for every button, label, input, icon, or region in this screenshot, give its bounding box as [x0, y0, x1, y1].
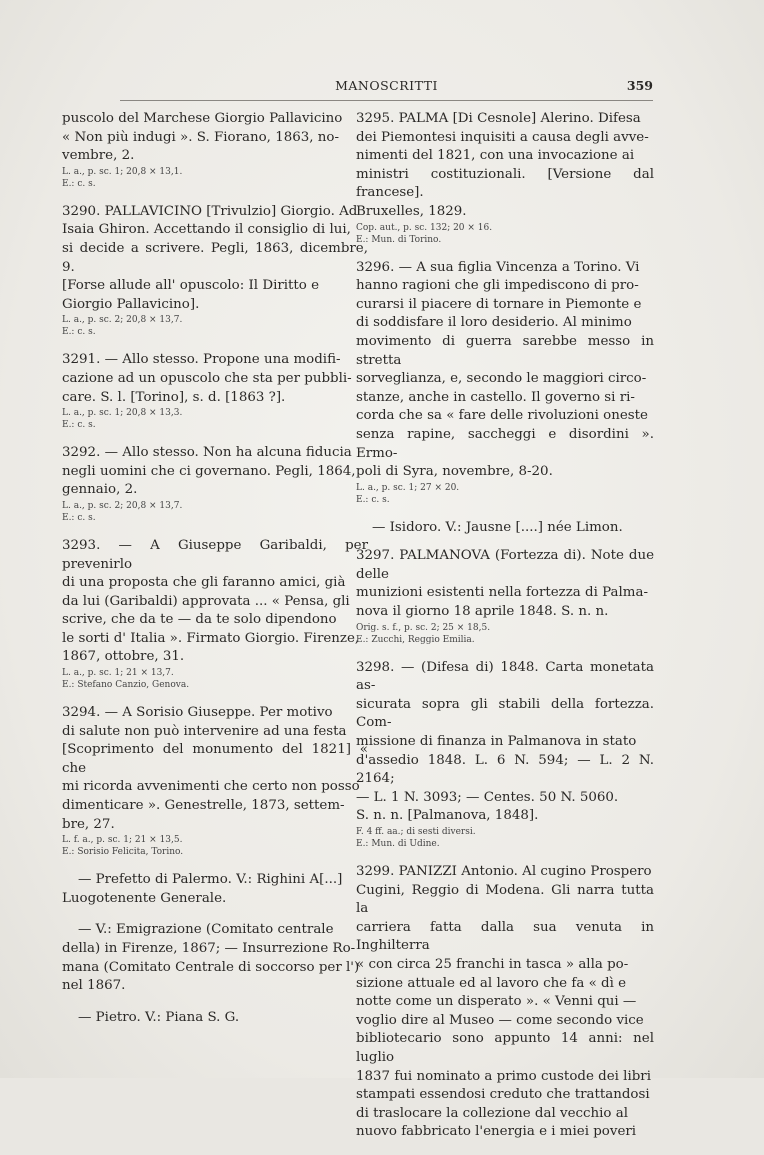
catalog-entry-3292: [62, 444, 368, 524]
entry-line: stanze, anche in castello. Il governo si ri-: [356, 389, 635, 405]
entry-meta: L. a., p. sc. 1; 20,8 × 13,1.: [62, 166, 183, 177]
entry-line: 3291. — Allo stesso. Propone una modifi-: [62, 352, 341, 368]
entry-line: [Scoprimento del monumento del 1821] « che: [62, 742, 368, 776]
entry-line: da lui (Garibaldi) approvata ... « Pensa, gli: [62, 593, 350, 609]
catalog-entry-3296: [356, 259, 654, 506]
catalog-entry-3290: [62, 203, 368, 339]
cross-reference: [62, 921, 368, 995]
entry-meta: L. a., p. sc. 1; 27 × 20.: [356, 482, 460, 493]
entry-line: munizioni esistenti nella fortezza di Palma-: [356, 585, 649, 601]
entry-line: dimenticare ». Genestrelle, 1873, settem-: [62, 798, 345, 814]
entry-line: curarsi il piacere di tornare in Piemonte e: [356, 296, 642, 312]
entry-line: 3295. PALMA [Di Cesnole] Alerino. Difesa: [356, 111, 641, 126]
entry-line: mi ricorda avvenimenti che certo non posso: [62, 779, 360, 795]
entry-meta: Orig. s. f., p. sc. 2; 25 × 18,5.: [356, 622, 491, 633]
entry-meta: L. a., p. sc. 1; 20,8 × 13,3.: [62, 408, 183, 419]
entry-line: 3290. PALLAVICINO [Trivulzio] Giorgio. Ad: [62, 203, 358, 219]
entry-line: carriera fatta dalla sua venuta in Inghilterra: [356, 919, 654, 954]
catalog-entry-cont-3289: [62, 110, 368, 190]
entry-line: puscolo del Marchese Giorgio Pallavicino: [62, 111, 343, 126]
entry-line: nimenti del 1821, con una invocazione ai: [356, 148, 635, 164]
entry-meta: E.: c. s.: [62, 178, 96, 189]
entry-line: negli uomini che ci governano. Pegli, 1864,: [62, 463, 356, 479]
entry-line: sorveglianza, e, secondo le maggiori circo-: [356, 371, 647, 387]
cross-reference-line: — Pietro. V.: Piana S. G.: [78, 1009, 240, 1025]
entry-line: scrive, che da te — da te solo dipendono: [62, 612, 337, 628]
left-column: [62, 110, 368, 1040]
entry-line: di una proposta che gli faranno amici, già: [62, 575, 346, 591]
cross-reference: [62, 1009, 368, 1028]
entry-line: si decide a scrivere. Pegli, 1863, dicembre, 9.: [62, 240, 368, 275]
cross-reference-line: Luogotenente Generale.: [62, 890, 227, 906]
page-header: [120, 78, 653, 101]
catalog-entry-3294: [62, 704, 368, 858]
entry-line: bibliotecario sono appunto 14 anni: nel luglio: [356, 1031, 654, 1065]
entry-line: — L. 1 N. 3093; — Centes. 50 N. 5060.: [356, 789, 619, 805]
entry-line: Cugini, Reggio di Modena. Gli narra tutta la: [356, 882, 654, 917]
entry-line: missione di finanza in Palmanova in stato: [356, 734, 637, 750]
entry-line: Isaia Ghiron. Accettando il consiglio di lui,: [62, 222, 351, 238]
entry-line: nuovo fabbricato l'energia e i miei poveri: [356, 1124, 637, 1140]
entry-line: di salute non può intervenire ad una festa: [62, 723, 347, 739]
entry-line: le sorti d' Italia ». Firmato Giorgio. Firenze,: [62, 630, 360, 646]
catalog-entry-3295: [356, 110, 654, 246]
cross-reference-line: della) in Firenze, 1867; — Insurrezione Ro-: [62, 941, 356, 956]
entry-line: di traslocare la collezione dal vecchio al: [356, 1105, 629, 1121]
entry-line: poli di Syra, novembre, 8-20.: [356, 464, 553, 480]
cross-reference: [62, 871, 368, 908]
entry-meta: E.: c. s.: [62, 327, 96, 338]
entry-line: Bruxelles, 1829.: [356, 203, 467, 219]
catalog-entry-3297: [356, 547, 654, 645]
entry-meta: E.: Stefano Canzio, Genova.: [62, 680, 190, 691]
entry-line: « con circa 25 franchi in tasca » alla po-: [356, 956, 629, 972]
entry-line: 3296. — A sua figlia Vincenza a Torino. Vi: [356, 259, 640, 275]
entry-meta: E.: c. s.: [62, 420, 96, 431]
entry-line: 3292. — Allo stesso. Non ha alcuna fiducia: [62, 445, 352, 461]
entry-meta: L. a., p. sc. 2; 20,8 × 13,7.: [62, 315, 183, 326]
entry-line: 1837 fui nominato a primo custode dei libri: [356, 1068, 651, 1084]
entry-line: hanno ragioni che gli impediscono di pro-: [356, 278, 639, 294]
entry-line: 3299. PANIZZI Antonio. Al cugino Prospero: [356, 864, 652, 879]
entry-line: movimento di guerra sarebbe messo in stretta: [356, 333, 654, 368]
entry-line: sizione attuale ed al lavoro che fa « dì e: [356, 975, 627, 991]
entry-line: Giorgio Pallavicino].: [62, 296, 200, 312]
entry-line: stampati essendosi creduto che trattandosi: [356, 1087, 650, 1103]
entry-line: dei Piemontesi inquisiti a causa degli avve-: [356, 129, 649, 145]
entry-line: 3294. — A Sorisio Giuseppe. Per motivo: [62, 705, 333, 721]
cross-reference-isidoro: — Isidoro. V.: Jausne [....] née Limon.: [372, 519, 623, 535]
entry-line: cazione ad un opuscolo che sta per pubbli-: [62, 370, 352, 386]
entry-line: sicurata sopra gli stabili della fortezza. Com-: [356, 696, 654, 731]
entry-line: voglio dire al Museo — come secondo vice: [356, 1012, 644, 1028]
entry-meta: L. a., p. sc. 2; 20,8 × 13,7.: [62, 500, 183, 511]
entry-meta: E.: Sorisio Felicita, Torino.: [62, 847, 184, 858]
entry-line: 3297. PALMANOVA (Fortezza di). Note due delle: [356, 548, 654, 582]
entry-line: di soddisfare il loro desiderio. Al minimo: [356, 315, 632, 331]
right-column: [356, 110, 654, 1155]
entry-line: « Non più indugi ». S. Fiorano, 1863, no-: [62, 129, 339, 145]
entry-meta: E.: Mun. di Torino.: [356, 234, 442, 245]
entry-line: gennaio, 2.: [62, 482, 138, 498]
catalog-entry-3298: [356, 659, 654, 850]
entry-line: 3293. — A Giuseppe Garibaldi, per prevenirlo: [62, 537, 368, 572]
entry-line: S. n. n. [Palmanova, 1848].: [356, 808, 539, 824]
entry-line: notte come un disperato ». « Venni qui —: [356, 994, 637, 1010]
cross-reference-line: — V.: Emigrazione (Comitato centrale: [78, 922, 334, 938]
entry-meta: L. a., p. sc. 1; 21 × 13,7.: [62, 668, 174, 679]
entry-meta: F. 4 ff. aa.; di sesti diversi.: [356, 827, 476, 837]
entry-meta: E.: c. s.: [62, 512, 96, 523]
entry-line: vembre, 2.: [62, 148, 135, 164]
catalog-entry-3291: [62, 351, 368, 431]
cross-reference-line: mana (Comitato Centrale di soccorso per l'): [62, 959, 360, 975]
entry-line: care. S. l. [Torino], s. d. [1863 ?].: [62, 389, 286, 405]
cross-reference-line: nel 1867.: [62, 978, 126, 994]
entry-line: corda che sa « fare delle rivoluzioni oneste: [356, 408, 648, 424]
entry-meta: E.: Zucchi, Reggio Emilia.: [356, 634, 475, 645]
entry-meta: Cop. aut., p. sc. 132; 20 × 16.: [356, 222, 493, 233]
entry-meta: E.: c. s.: [356, 494, 390, 505]
entry-line: senza rapine, saccheggi e disordini ». Ermo-: [356, 426, 654, 461]
entry-meta: L. f. a., p. sc. 1; 21 × 13,5.: [62, 835, 183, 846]
entry-line: [Forse allude all' opuscolo: Il Diritto e: [62, 278, 320, 294]
cross-reference-line: — Prefetto di Palermo. V.: Righini A[...]: [78, 872, 343, 888]
entry-line: bre, 27.: [62, 816, 115, 832]
catalog-entry-3293: [62, 537, 368, 691]
entry-line: 3298. — (Difesa di) 1848. Carta monetata as-: [356, 659, 654, 694]
running-head: MANOSCRITTI: [335, 78, 438, 93]
entry-line: d'assedio 1848. L. 6 N. 594; — L. 2 N. 2164;: [356, 752, 654, 787]
entry-line: nova il giorno 18 aprile 1848. S. n. n.: [356, 604, 609, 620]
entry-line: ministri costituzionali. [Versione dal francese].: [356, 166, 654, 201]
entry-line: 1867, ottobre, 31.: [62, 649, 185, 665]
page-number: 359: [626, 78, 653, 93]
entry-meta: E.: Mun. di Udine.: [356, 839, 440, 849]
catalog-entry-3299: [356, 863, 654, 1142]
